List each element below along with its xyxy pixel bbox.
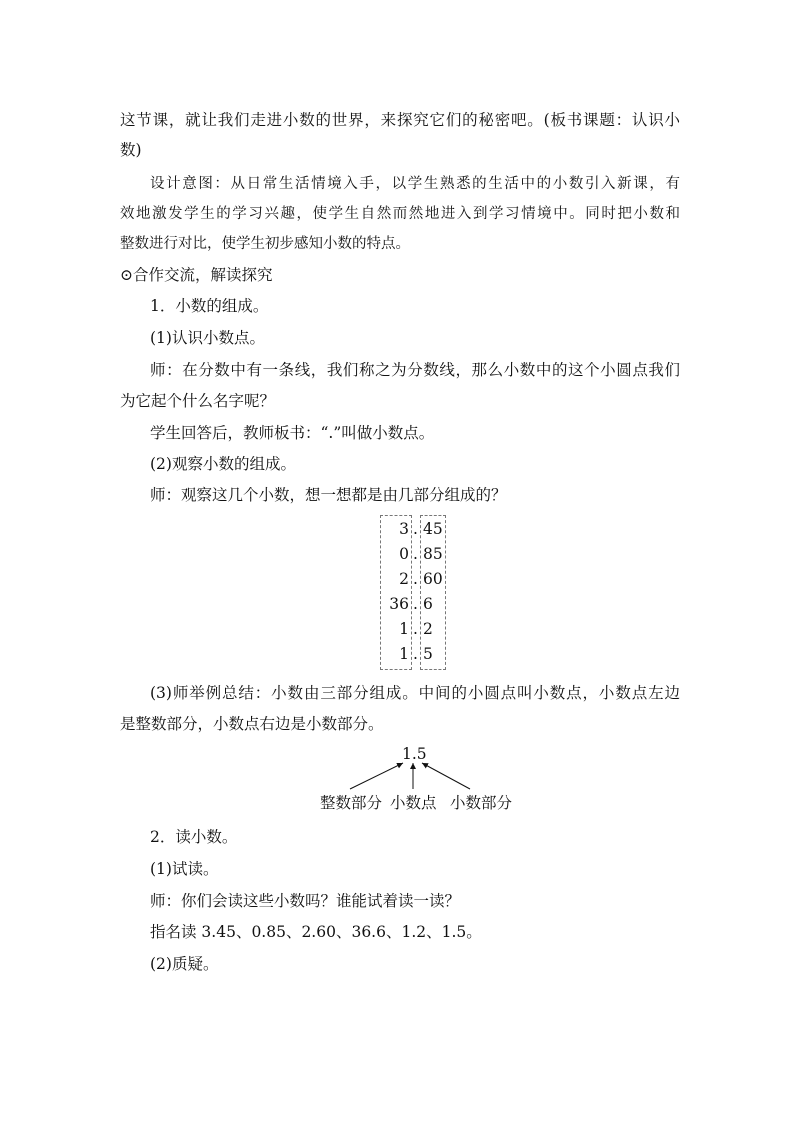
diagram-number: 1.5 [402,745,427,763]
part2-teacher: 师：你们会读这些小数吗？谁能试着读一读？ [150,892,461,910]
student-answer: 学生回答后，教师板书：“.”叫做小数点。 [150,424,435,442]
intro-line-2: 数) [120,141,142,159]
decimal-point: . [413,645,418,663]
decimal-point: . [413,620,418,638]
decimal-point: . [413,570,418,588]
decimal-int: 0 [399,545,409,563]
decimal-columns-figure [380,515,450,671]
decimal-frac: 6 [423,595,433,613]
section-title: ⊙合作交流，解读探究 [120,266,273,284]
part2-sub1: (1)试读。 [150,860,219,878]
sub3-line-2: 是整数部分，小数点右边是小数部分。 [120,715,384,733]
decimal-point: . [413,545,418,563]
design-intent-line-3: 整数进行对比，使学生初步感知小数的特点。 [120,236,410,252]
teacher1-line-1: 师：在分数中有一条线，我们称之为分数线，那么小数中的这个小圆点我们 [150,361,680,379]
arrow-integer-part [350,763,403,789]
intro-line-1: 这节课，就让我们走进小数的世界，来探究它们的秘密吧。(板书课题：认识小 [120,111,680,129]
decimal-int: 1 [399,645,409,663]
part2-heading: 2．读小数。 [150,828,238,846]
decimal-point: . [413,520,418,538]
decimal-frac: 5 [423,645,433,663]
decimal-int: 3 [399,520,409,538]
decimal-frac: 45 [423,520,443,538]
label-integer-part: 整数部分 [320,794,383,812]
label-fraction-part: 小数部分 [450,794,513,812]
part1-sub1: (1)认识小数点。 [150,329,265,347]
part1-sub2: (2)观察小数的组成。 [150,455,296,473]
decimal-frac: 85 [423,545,443,563]
decimal-frac: 60 [423,570,443,588]
design-intent-line-1: 设计意图：从日常生活情境入手，以学生熟悉的生活中的小数引入新课，有 [150,176,680,192]
teacher2: 师：观察这几个小数，想一想都是由几部分组成的？ [150,486,507,504]
part2-reading: 指名读 3.45、0.85、2.60、36.6、1.2、1.5。 [150,923,482,941]
decimal-point: . [413,595,418,613]
part1-heading: 1．小数的组成。 [150,297,269,315]
decimal-frac: 2 [423,620,433,638]
decimal-int: 2 [399,570,409,588]
teacher1-line-2: 为它起个什么名字呢？ [120,392,276,410]
sub3-line-1: (3)师举例总结：小数由三部分组成。中间的小圆点叫小数点，小数点左边 [150,684,680,702]
decimal-int: 1 [399,620,409,638]
decimal-int: 36 [389,595,409,613]
label-decimal-point: 小数点 [390,794,437,812]
arrow-fraction-part [422,763,470,789]
part2-sub2: (2)质疑。 [150,955,219,973]
decimal-parts-diagram [310,745,530,817]
design-intent-line-2: 效地激发学生的学习兴趣，使学生自然而然地进入到学习情境中。同时把小数和 [120,206,680,222]
